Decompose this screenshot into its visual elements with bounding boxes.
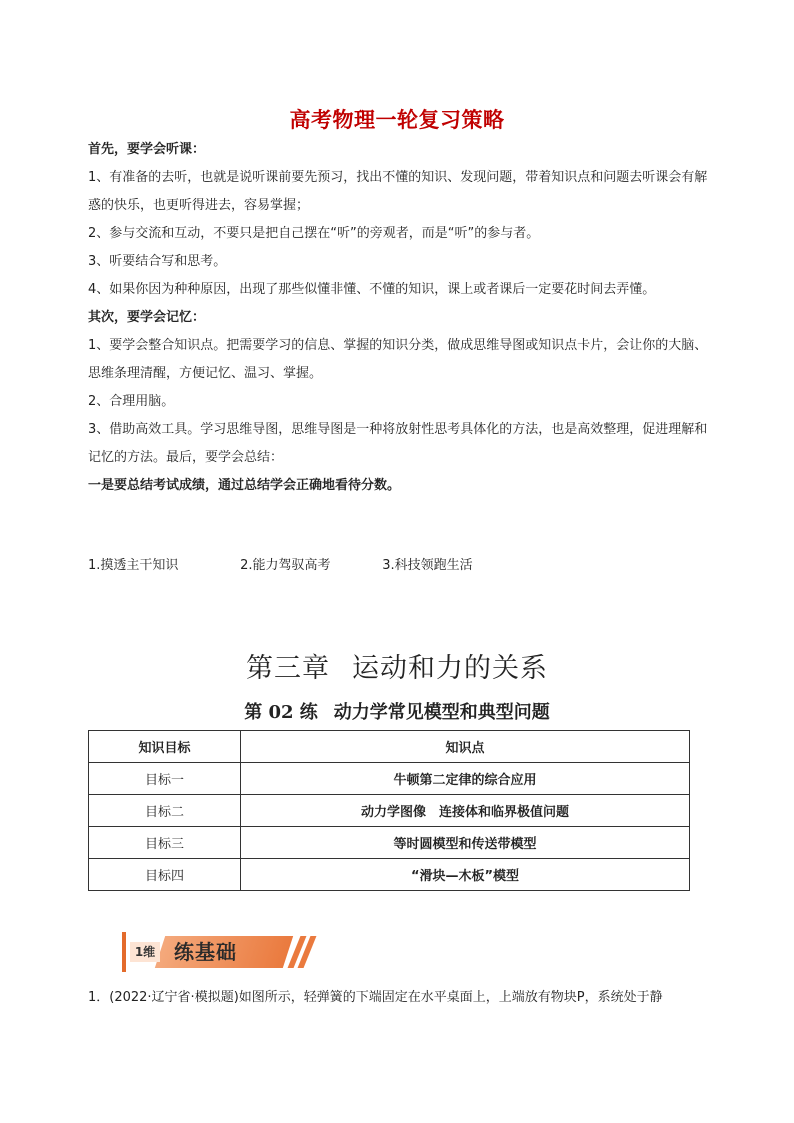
section-banner [122,932,312,972]
table-header-row [89,731,690,763]
goal-cell: 目标三 [89,827,241,859]
lesson-number: 第 02 练 [244,702,318,723]
summary-item-3: 3.科技领跑生活 [382,558,473,573]
summary-item-2: 2.能力驾驭高考 [240,558,331,573]
section2-heading: 其次，要学会记忆： [88,310,206,325]
knowledge-cell: 动力学图像 连接体和临界极值问题 [241,795,690,827]
table-row [89,859,690,891]
goal-cell: 目标一 [89,763,241,795]
goal-cell: 目标四 [89,859,241,891]
goal-cell: 目标二 [89,795,241,827]
summary-items [88,556,473,576]
lesson-name: 动力学常见模型和典型问题 [333,702,550,723]
header-knowledge-point: 知识点 [241,731,690,763]
lesson-title [0,698,794,724]
section2-item-1: 1、要学会整合知识点。把需要学习的信息、掌握的知识分类，做成思维导图或知识点卡片，会让你的大脑、思维条理清醒，方便记忆、温习、掌握。 [88,338,708,381]
chapter-title [0,646,794,685]
summary-heading: 一是要总结考试成绩，通过总结学会正确地看待分数。 [88,478,401,493]
section1-heading: 首先，要学会听课： [88,142,206,157]
section1-item-1: 1、有准备的去听，也就是说听课前要先预习，找出不懂的知识、发现问题，带着知识点和问题去听课会有解惑的快乐，也更听得进去，容易掌握； [88,170,708,213]
knowledge-cell: 牛顿第二定律的综合应用 [241,763,690,795]
section1-item-3: 3、听要结合写和思考。 [88,254,227,269]
section1-item-4: 4、如果你因为种种原因，出现了那些似懂非懂、不懂的知识，课上或者课后一定要花时间去弄懂。 [88,282,656,297]
table-row [89,827,690,859]
section1-item-2: 2、参与交流和互动，不要只是把自己摆在“听”的旁观者，而是“听”的参与者。 [88,226,540,241]
header-goal: 知识目标 [89,731,241,763]
banner-accent-line [122,932,126,972]
chapter-name: 运动和力的关系 [352,653,548,684]
page-title: 高考物理一轮复习策略 [289,108,505,132]
banner-label: 练基础 [174,940,237,964]
goals-table [88,730,690,891]
knowledge-cell: “滑块—木板”模型 [241,859,690,891]
question-1: 1．(2022·辽宁省·模拟题)如图所示，轻弹簧的下端固定在水平桌面上，上端放有物块P，系统处于静 [88,990,663,1005]
section2-item-2: 2、合理用脑。 [88,394,175,409]
summary-item-1: 1.摸透主干知识 [88,558,179,573]
banner-badge: 1维 [130,942,160,962]
chapter-number: 第三章 [246,653,330,684]
knowledge-cell: 等时圆模型和传送带模型 [241,827,690,859]
section2-item-3: 3、借助高效工具。学习思维导图，思维导图是一种将放射性思考具体化的方法，也是高效整理，促进理解和记忆的方法。最后，要学会总结： [88,422,708,465]
table-row [89,795,690,827]
table-row [89,763,690,795]
